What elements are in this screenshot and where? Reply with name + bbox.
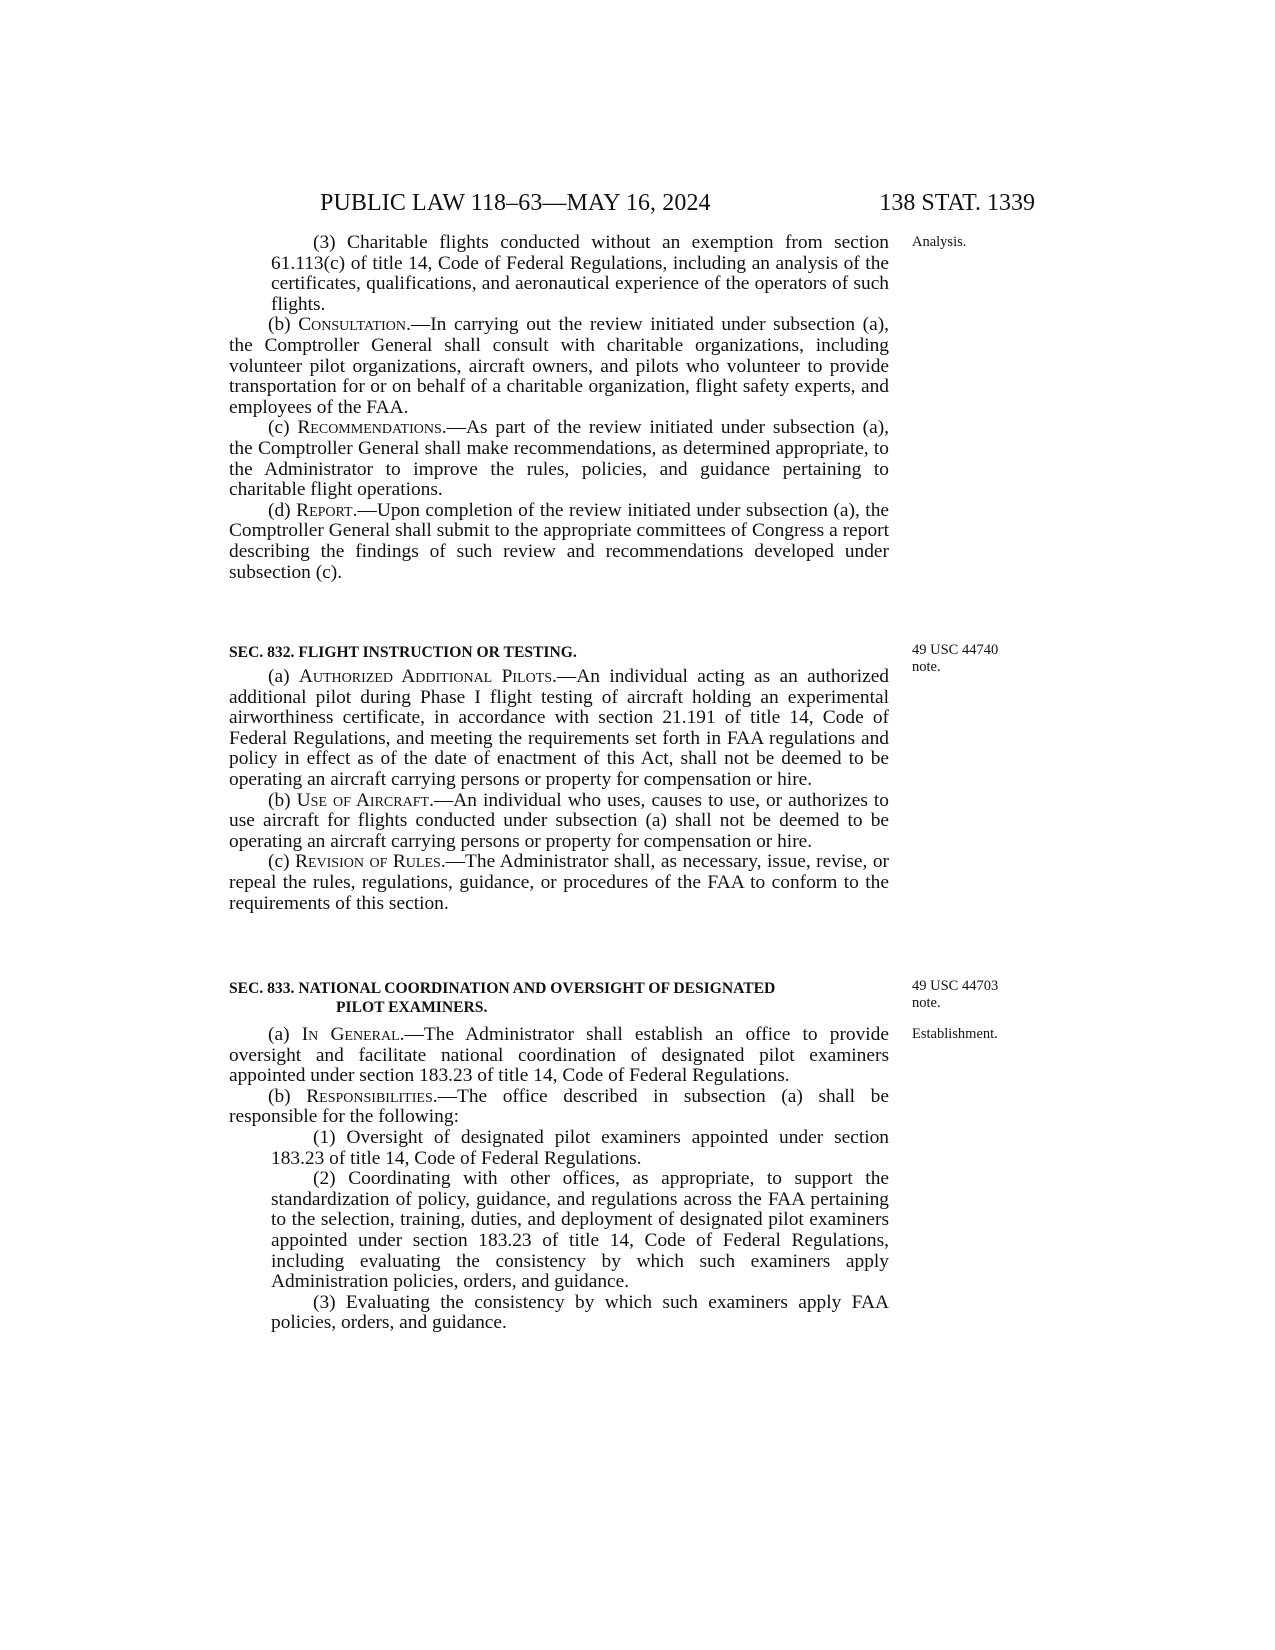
subsection-a-in-general [229, 1025, 889, 1087]
subsection-b-responsibilities [229, 1087, 889, 1128]
subsection-text: .—An individual who uses, causes to use, or authorizes to use aircraft for flights conducted under subsection (a) shall not be deemed to be operating an aircraft carrying persons or property for compensation or hire. [229, 789, 889, 852]
subsection-prefix: (d) [268, 499, 297, 521]
page-number: 138 STAT. 1339 [879, 190, 1035, 216]
margin-note-line: note. [912, 995, 941, 1011]
section-heading [229, 979, 889, 1017]
subsection-text: .—The office described in subsection (a) shall be responsible for the following: [229, 1085, 889, 1128]
subsection-label: Recommendations [297, 417, 442, 439]
subsection-prefix: (b) [268, 789, 297, 811]
responsibility-item-1: (1) Oversight of designated pilot examiners appointed under section 183.23 of title 14, Code of Federal Regulations. [271, 1126, 889, 1169]
subsection-label: Report [296, 499, 353, 521]
responsibility-item-3: (3) Evaluating the consistency by which such examiners apply FAA policies, orders, and guidance. [271, 1291, 889, 1334]
section-831-continuation [229, 233, 889, 583]
margin-note-line: note. [912, 659, 941, 675]
subsection-prefix: (a) [268, 666, 299, 687]
subsection-label: Responsibilities [306, 1085, 433, 1107]
subsection-text: .—An individual acting as an authorized additional pilot during Phase I flight testing of aircraft holding an experimental airworthiness certificate, in accordance with section 21.191 of title 14, Code of Federal Regulations, and meeting the requirements set forth in FAA regulations and policy in effect as of the date of enactment of this Act, shall not be deemed to be operating an aircraft carrying persons or property for compensation or hire. [229, 666, 889, 790]
subsection-b-consultation [229, 315, 889, 418]
margin-note-line: 49 USC 44703 [912, 978, 999, 994]
subsection-prefix: (a) [268, 1024, 302, 1045]
subsection-text: .—The Administrator shall establish an office to provide oversight and facilitate national coordination of designated pilot examiners appointed under section 183.23 of title 14, Code of Federal Regulations. [229, 1024, 889, 1087]
subsection-label: In General [301, 1024, 400, 1045]
subsection-label: Consultation [298, 314, 406, 336]
subsection-prefix: (b) [268, 314, 299, 336]
subsection-c-revision-of-rules [229, 852, 889, 914]
section-heading-line-2: PILOT EXAMINERS. [336, 999, 488, 1016]
margin-note-analysis: Analysis. [912, 234, 967, 250]
subsection-label: Authorized Additional Pilots [298, 666, 553, 687]
subsection-a-authorized-additional-pilots [229, 667, 889, 791]
subsection-d-report [229, 501, 889, 583]
subsection-label: Revision of Rules [295, 851, 441, 873]
subsection-b-use-of-aircraft [229, 791, 889, 853]
section-833 [229, 979, 889, 1334]
subsection-text: .—In carrying out the review initiated under subsection (a), the Comptroller General shall consult with charitable organizations, including volunteer pilot organizations, aircraft owners, and pilots who volunteer to provide transportation for or on behalf of a charitable organization, flight safety experts, and employees of the FAA. [229, 314, 889, 418]
section-832 [229, 643, 889, 914]
section-heading: SEC. 832. FLIGHT INSTRUCTION OR TESTING. [229, 644, 577, 661]
subsection-c-recommendations [229, 418, 889, 500]
subsection-text: .—Upon completion of the review initiated under subsection (a), the Comptroller General shall submit to the appropriate committees of Congress a report describing the findings of such review and recommendations developed under subsection (c). [229, 499, 889, 583]
subsection-prefix: (c) [268, 851, 296, 873]
margin-note-usc-44703 [912, 978, 998, 1012]
subsection-text: .—As part of the review initiated under subsection (a), the Comptroller General shall make recommendations, as determined appropriate, to the Administrator to improve the rules, policies, and guidance pertaining to charitable flight operations. [229, 417, 889, 501]
margin-note-establishment: Establishment. [912, 1026, 998, 1042]
responsibility-item-2: (2) Coordinating with other offices, as appropriate, to support the standardization of policy, guidance, and regulations across the FAA pertaining to the selection, training, duties, and deployment of designated pilot examiners appointed under section 183.23 of title 14, Code of Federal Regulations, including evaluating the consistency by which such examiners apply Administration policies, orders, and guidance. [271, 1168, 889, 1293]
margin-note-usc-44740 [912, 642, 998, 676]
item-3-charitable-flights: (3) Charitable flights conducted without an exemption from section 61.113(c) of title 14, Code of Federal Regulations, including an analysis of the certificates, qualifications, and aeronautical experience of the operators of such flights. [271, 232, 889, 315]
section-heading-line-1: SEC. 833. NATIONAL COORDINATION AND OVERSIGHT OF DESIGNATED [229, 980, 776, 997]
subsection-prefix: (b) [268, 1085, 307, 1107]
subsection-prefix: (c) [268, 417, 298, 439]
running-header-title: PUBLIC LAW 118–63—MAY 16, 2024 [320, 190, 711, 216]
subsection-text: .—The Administrator shall, as necessary, issue, revise, or repeal the rules, regulations, guidance, or procedures of the FAA to conform to the requirements of this section. [229, 851, 889, 914]
subsection-label: Use of Aircraft [296, 789, 430, 811]
margin-note-line: 49 USC 44740 [912, 642, 999, 658]
